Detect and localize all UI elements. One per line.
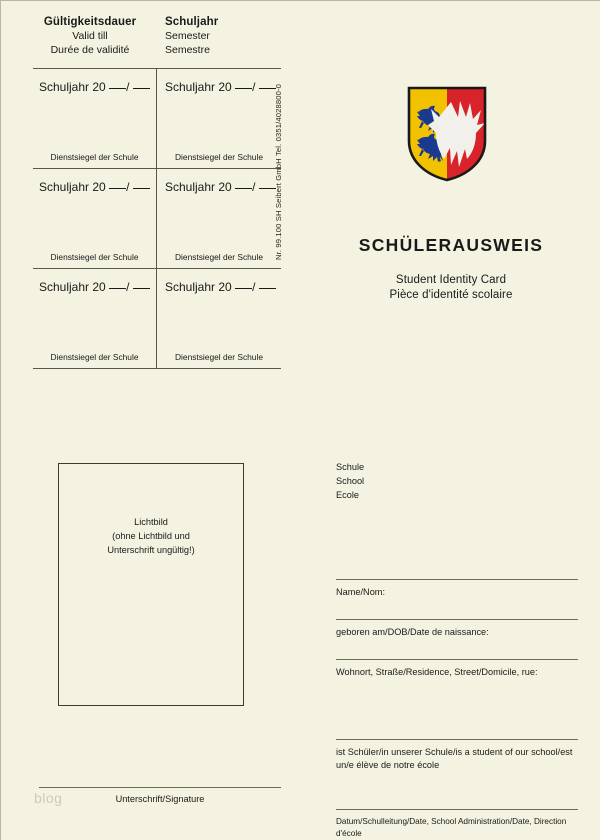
official-seal-label: Dienstsiegel der Schule xyxy=(50,252,139,263)
photo-label-line3: Unterschrift ungültig!) xyxy=(107,544,195,555)
header-validity-title: Gültigkeitsdauer xyxy=(43,16,137,28)
official-seal-label: Dienstsiegel der Schule xyxy=(50,352,139,363)
year-blank-second[interactable] xyxy=(133,188,150,189)
photo-placeholder-text xyxy=(59,516,243,557)
year-blank-first[interactable] xyxy=(235,188,252,189)
schoolyear-entry[interactable] xyxy=(157,269,281,294)
header-validity-fr: Durée de validité xyxy=(50,44,130,57)
schleswig-holstein-coat-of-arms-icon xyxy=(406,85,488,183)
name-field[interactable] xyxy=(336,579,578,599)
schoolyear-prefix: Schuljahr 20 xyxy=(165,180,232,195)
title-block xyxy=(321,235,581,301)
year-separator: / xyxy=(126,80,130,95)
signature-field[interactable] xyxy=(39,787,281,804)
year-separator: / xyxy=(126,180,130,195)
student-statement-field xyxy=(336,739,578,773)
dob-field-label: geboren am/DOB/Date de naissance: xyxy=(336,627,489,637)
blog-watermark: blog xyxy=(34,790,63,806)
printer-imprint-text: Nr. 99.100 SH Seibert GmbH Tel. 0351/4028800-0 xyxy=(274,83,283,260)
validity-table xyxy=(33,15,281,369)
year-separator: / xyxy=(252,180,256,195)
year-blank-second[interactable] xyxy=(133,288,150,289)
table-cell-right[interactable] xyxy=(157,69,281,168)
name-field-label: Name/Nom: xyxy=(336,587,386,597)
table-row xyxy=(33,269,281,369)
schoolyear-prefix: Schuljahr 20 xyxy=(39,80,106,95)
schoolyear-prefix: Schuljahr 20 xyxy=(165,80,232,95)
school-label-block xyxy=(336,461,364,503)
year-blank-first[interactable] xyxy=(109,188,126,189)
year-blank-second[interactable] xyxy=(133,88,150,89)
validity-table-header xyxy=(33,15,281,64)
header-column-schoolyear xyxy=(157,15,281,58)
photo-label-line2: (ohne Lichtbild und xyxy=(112,530,190,541)
photo-label-line1: Lichtbild xyxy=(134,517,168,527)
address-field[interactable] xyxy=(336,659,578,679)
schoolyear-entry[interactable] xyxy=(157,69,281,94)
schoolyear-entry[interactable] xyxy=(33,169,156,194)
school-label-fr: Ecole xyxy=(336,489,359,500)
date-administration-field[interactable] xyxy=(336,809,578,840)
table-cell-left[interactable] xyxy=(33,69,157,168)
page-title: SCHÜLERAUSWEIS xyxy=(358,235,544,255)
schoolyear-prefix: Schuljahr 20 xyxy=(39,280,106,295)
year-blank-first[interactable] xyxy=(109,88,126,89)
year-separator: / xyxy=(252,280,256,295)
schoolyear-entry[interactable] xyxy=(33,269,156,294)
date-of-birth-field[interactable] xyxy=(336,619,578,639)
page-subtitle-french: Pièce d'identité scolaire xyxy=(389,289,513,301)
official-seal-label: Dienstsiegel der Schule xyxy=(175,252,263,263)
official-seal-label: Dienstsiegel der Schule xyxy=(50,152,139,163)
school-label-de: Schule xyxy=(336,462,365,472)
table-row xyxy=(33,69,281,169)
header-column-validity xyxy=(33,15,157,58)
address-field-label: Wohnort, Straße/Residence, Street/Domicile, rue: xyxy=(336,667,538,677)
table-row xyxy=(33,169,281,269)
year-blank-first[interactable] xyxy=(235,288,252,289)
year-blank-first[interactable] xyxy=(235,88,252,89)
official-seal-label: Dienstsiegel der Schule xyxy=(175,152,263,163)
header-validity-en: Valid till xyxy=(72,30,108,43)
year-blank-first[interactable] xyxy=(109,288,126,289)
date-administration-label: Datum/Schulleitung/Date, School Administration/Date, Direction d'école xyxy=(336,817,567,838)
schoolyear-prefix: Schuljahr 20 xyxy=(39,180,106,195)
header-schoolyear-title: Schuljahr xyxy=(165,16,219,28)
validity-table-body xyxy=(33,68,281,369)
year-separator: / xyxy=(252,80,256,95)
year-blank-second[interactable] xyxy=(259,288,276,289)
table-cell-left[interactable] xyxy=(33,269,157,368)
header-schoolyear-en: Semester xyxy=(165,30,210,43)
schoolyear-entry[interactable] xyxy=(157,169,281,194)
schoolyear-prefix: Schuljahr 20 xyxy=(165,280,232,295)
table-cell-left[interactable] xyxy=(33,169,157,268)
table-cell-right[interactable] xyxy=(157,269,281,368)
signature-label: Unterschrift/Signature xyxy=(115,794,205,804)
page-subtitle-english: Student Identity Card xyxy=(395,274,507,286)
table-cell-right[interactable] xyxy=(157,169,281,268)
year-separator: / xyxy=(126,280,130,295)
schoolyear-entry[interactable] xyxy=(33,69,156,94)
official-seal-label: Dienstsiegel der Schule xyxy=(175,352,263,363)
student-statement-label: ist Schüler/in unserer Schule/is a student of our school/est un/e élève de notre école xyxy=(336,747,573,771)
school-label-en: School xyxy=(336,475,365,486)
photo-placeholder-box[interactable] xyxy=(58,463,244,706)
header-schoolyear-fr: Semestre xyxy=(165,44,210,57)
